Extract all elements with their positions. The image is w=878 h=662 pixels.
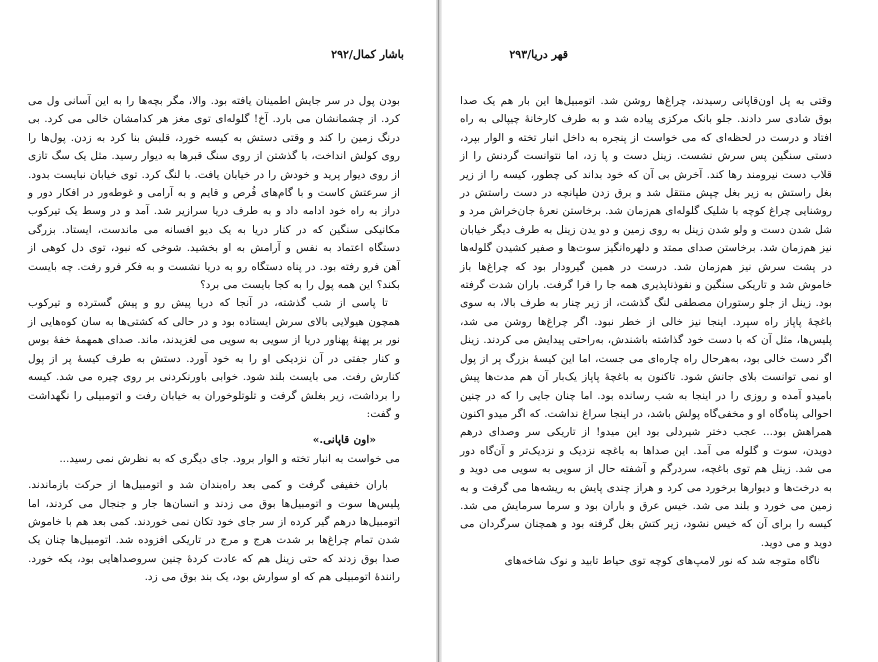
paragraph: ناگاه متوجه شد که نور لامپ‌های کوچه توی حیاط تابید و نوک شاخه‌های bbox=[504, 555, 820, 568]
gutter-line bbox=[438, 0, 439, 662]
paragraph: می خواست به انبار تخته و الوار برود. جای دیگری که به نظرش نمی رسید... bbox=[59, 452, 400, 465]
right-page bbox=[442, 0, 878, 662]
quoted-line: «اون قاپانی.» bbox=[312, 434, 376, 447]
paragraph: تا پاسی از شب گذشته، در آنجا که دریا پیش رو و پیش گسترده و تیرکوب همچون هیولایی بالای سرش ایستاده بود و در حالی که کشتی‌ها به سان کوه‌هایی از نور بر پهنهٔ پهناور دریا از سویی به سویی می لغزیدند، ماند. صدای همهمهٔ خفهٔ بوس و کنار جفتی در آن نزدیکی او را به خود آورد. دستش به طرف کیسهٔ پر از پول کنارش رفت. می بایست بلند شود. خوابی باورنکردنی بر روی چیره می شد. کیسه را برداشت، زیر بغلش گرفت و تلوتلوخوران به خیابان رفت و اتومبیلی را نگهداشت و گفت: bbox=[28, 297, 400, 420]
right-page-body bbox=[460, 92, 832, 571]
paragraph: باران خفیفی گرفت و کمی بعد راه‌بندان شد و اتومبیل‌ها از حرکت بازماندند. پلیس‌ها سوت و اتومبیل‌ها بوق می زدند و انسان‌ها جار و جنجال می کردند، اما اتومبیل‌ها درهم گیر کرده از سر جای خود تکان نمی خوردند. کمی بعد هم با خاموش شدن تمام چراغ‌ها بر شدت هرج و مرج در تاریکی افزوده شد. اتومبیل‌ها چنان یک صدا بوق زدند که حتی زینل هم که عادت کردهٔ چنین سروصداهایی بود، یکه خورد. رانندهٔ اتومبیلی هم که او سوارش بود، یک بند بوق می زد. bbox=[28, 479, 400, 584]
left-page-header: باشار کمال/۲۹۲ bbox=[331, 48, 404, 61]
paragraph: وقتی به پل اون‌قاپانی رسیدند، چراغ‌ها روشن شد. اتومبیل‌ها این بار هم یک صدا بوق شادی سر دادند. جلو بانک مرکزی پیاده شد و به طرف کارخانهٔ چیپالی به راه افتاد و درست در لحظه‌ای که می خواست از پنجره به داخل انبار تخته و الوار بپرد، دستی سنگین پس سرش نشست. زینل دست و پا زد، اما نتوانست گردنش را از قلاب دست نیرومند رها کند. آخرش بی آن که خود بداند کی چطور، کیسه را از زیر بغل راستش به زیر بغل چپش منتقل شد و برق زدن طپانچه در دست راستش در روشنایی چراغ کوچه با شلیک گلوله‌ای هم‌زمان شد. برخاستن نعرهٔ جان‌خراش مرد و شل شدن دست و ولو شدن زینل به روی زمین و دو یدن زینل به طرف دیگر خیابان نیز هم‌زمان شد. برخاستن صدای ممتد و دلهره‌انگیز سوت‌ها و صفیر کشیدن گلوله‌ها در پشت سرش نیز هم‌زمان شد. درست در همین گیرودار بود که چراغ‌ها باز خاموش شد و تاریکی سنگین و نفوذناپذیری همه جا را فرا گرفت. باران شدت گرفته بود. زینل از جلو رستوران مصطفی لنگ گذشت، از زیر چنار به طرف بالا، به سوی باغچهٔ پاپاز راه سپرد. اینجا نیز خالی از خطر نبود. اگر چراغ‌ها روشن می شد، پلیس‌ها، مثل آن که با دست خود گذاشته باشندش، به‌راحتی پیدایش می کردند. زینل اگر دست خالی بود، به‌هرحال راه چاره‌ای می جست، اما این کیسهٔ بزرگ پر از پول او نمی توانست بلای جانش شود. تاکنون به باغچهٔ پاپاز یک‌بار آن هم مدت‌ها پیش بامیدو آمده و روزی را در اینجا به شب رسانده بود. اما چنان جایی را که در چنین احوالی پناه‌گاه او و مخفی‌گاه پولش باشد، در اینجا سراغ نداشت. که اگر میدو اکنون همراهش بود... عجب دختر شیردلی بود این میدو! از تاریکی سر وصدای درهم دویدن، سوت و گلوله می آمد. این صداها به باغچه نزدیک و نزدیک‌تر و آن‌گاه دور می شد. زینل هم توی باغچه، سردرگم و آشفته حال از سویی به سویی می دوید و به درخت‌ها و دیوارها برخورد می کرد و هراز چندی پایش به ریشه‌ها می گرفت و به زمین می خورد و بلند می شد. خیس عرق و باران بود و سرما سرمایش می شد. کیسه را برای آن که خیس نشود، زیر کتش بغل گرفته بود و همچنان سرگردان می دوید و می دوید. bbox=[460, 95, 832, 549]
paragraph: بودن پول در سر جایش اطمینان یافته بود. والا، مگر بچه‌ها را به این آسانی ول می کرد. از چشمانشان می بارد. آخ! گلوله‌ای توی مغز هر کدامشان خالی می کرد. بی درنگ زمین را کند و وقتی دستش به کیسه خورد، قلبش بنا کرد به زدن. پول‌ها را روی کولش انداخت، با گذشتن از روی سنگ قبرها به دیوار رسید. مثل یک سگ تازی از روی دیوار پرید و خودش را در خیابان یافت. با لنگ کرد. توی خیابان نبایست بدود. از سرعتش کاست و با گام‌های فُرص و قایم و به آرامی و غوطه‌ور در افکار دور و دراز به راه خود ادامه داد و به طرف دریا سرازیر شد. آمد و در وسط یک تیرکوب مکانیکی سنگین که در کنار دریا به یک دیو افسانه می ماندست، ایستاد. بزرگی دستگاه اعتماد به نفس و آرامش به او بخشید. شوخی که نبود، توی دل کوهی از آهن فرو رفته بود. در پناه دستگاه رو به دریا نشست و به فکر فرو رفت. چه بایست بکند؟ این همه پول را به کجا بایست می برد؟ bbox=[28, 95, 400, 292]
right-page-header: قهر دریا/۲۹۳ bbox=[509, 48, 568, 61]
left-page bbox=[0, 0, 436, 662]
left-page-body bbox=[28, 92, 400, 587]
